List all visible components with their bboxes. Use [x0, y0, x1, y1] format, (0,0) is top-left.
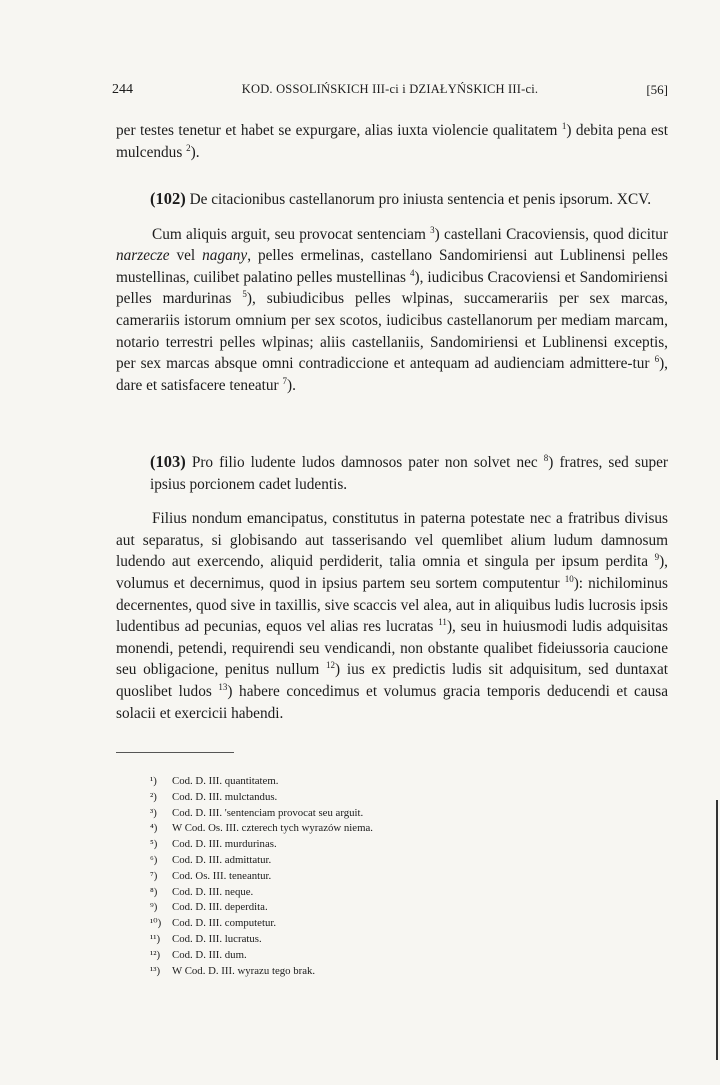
footnote-mark: ¹⁰): [150, 917, 162, 930]
footnote-text: Cod. D. III. 'sentenciam provocat seu arguit.: [172, 806, 364, 819]
section-102-number: (102): [150, 189, 186, 208]
footnote-marker: 10: [564, 573, 574, 584]
footnote-mark: ⁷): [150, 869, 158, 882]
footnote-marker: 11: [438, 617, 447, 628]
scan-edge-mark: [716, 800, 718, 1060]
opening-text: per testes tenetur et habet se expurgare, alias iuxta violencie qualitatem $^1$) debita pena est mulcendus $^2$).: [116, 121, 669, 161]
footnotes-list: [150, 774, 373, 979]
section-102-body: Cum aliquis arguit, seu provocat sentenciam $^3$) castellani Cracoviensis, quod dicitur narzecze vel nagany, pelles ermelinas, castellano Sandomiriensi aut Lublinensi pelles mustellinas, cuilibet palatino pelles mustellinas $^4$), iudicibus Cracoviensi et Sandomiriensi pelles mardurinas $^5$), subiudicibus pelles wlpinas, succamerariis per sex marcas, camerariis istorum omnium per sex scotos, iudicibus castellanorum per mediam marcam, notario terrestri pelles wlpinas; aliis castellaniis, Sandomiriensi et Lublinensi exceptis, per sex marcas absque omni contradiccione et antequam ad audienciam admittere-tur $^6$), dare et satisfacere teneatur $^7$).: [116, 224, 668, 394]
footnote-text: Cod. D. III. neque.: [172, 885, 254, 898]
footnote-entry: [150, 932, 373, 948]
footnote-entry: [150, 900, 373, 916]
footnote-marker: 13: [218, 681, 228, 692]
opening-paragraph: [116, 120, 668, 163]
footnote-mark: ²): [150, 790, 157, 803]
section-103: [116, 451, 668, 724]
footnote-marker: 7: [282, 375, 287, 386]
footnote-separator: [116, 752, 234, 753]
footnote-marker: 1: [561, 121, 567, 131]
footnote-mark: ¹¹): [150, 932, 161, 945]
footnote-mark: ¹²): [150, 948, 161, 961]
section-102: [116, 188, 668, 396]
footnote-text: Cod. D. III. murdurinas.: [172, 838, 277, 851]
footnote-entry: [150, 806, 373, 822]
section-103-heading: [116, 451, 668, 495]
section-102-title: De citacionibus castellanorum pro iniusta sentencia et penis ipsorum. XCV.: [185, 191, 652, 208]
footnote-mark: ⁶): [150, 853, 158, 866]
section-103-title: Pro filio ludente ludos damnosos pater non solvet nec $^8$) fratres, sed super ipsius porcionem cadet ludentis.: [150, 453, 668, 493]
footnote-text: W Cod. Os. III. czterech tych wyrazów niema.: [172, 822, 373, 835]
footnote-entry: [150, 790, 373, 806]
footnote-text: Cod. D. III. computetur.: [172, 917, 277, 930]
footnote-marker: 2: [186, 142, 191, 153]
footnote-entry: [150, 964, 373, 980]
footnote-marker: 3: [430, 224, 435, 235]
footnote-entry: [150, 837, 373, 853]
italic-term: nagany: [202, 247, 248, 265]
footnote-mark: ³): [150, 806, 157, 819]
footnote-entry: [150, 821, 373, 837]
section-reference: [56]: [646, 82, 668, 97]
footnote-marker: 8: [543, 453, 549, 463]
footnote-mark: ⁵): [150, 838, 158, 851]
footnote-text: Cod. Os. III. teneantur.: [172, 869, 272, 882]
footnote-marker: 4: [410, 267, 415, 278]
page-number: 244: [112, 82, 133, 97]
footnote-marker: 6: [654, 354, 660, 365]
footnote-marker: 12: [326, 660, 336, 671]
footnote-mark: ⁸): [150, 885, 158, 898]
running-title: KOD. OSSOLIŃSKICH III-ci i DZIAŁYŃSKICH III-ci.: [241, 82, 539, 96]
section-103-body: Filius nondum emancipatus, constitutus in paterna potestate nec a fratribus divisus aut separatus, si globisando aut tasserisando vel quemlibet alium ludum damnosum ludendo aut exercendo, aliquid perdiderit, talia omnia et singula per ipsum perdita $^9$), volumus et decernimus, quod in ipsius partem seu sortem computentur $^{10}$): nichilominus decernentes, quod sive in taxillis, sive scaccis vel alea, aut in aliquibus ludis lucrosis ipsis ludentibus ad pecunias, equos vel alias res lucratas $^{11}$), seu in huiusmodi ludis adquisitas monendi, petendi, requirendi seu vendicandi, non obstante qualibet fideiussoria caucione seu obligacione, penitus nullum $^{12}$) ius ex predictis ludis sit adquisitum, sed duntaxat quoslibet ludos $^{13}$) habere concedimus et volumus gracia temporis deducendi et causa solacii et exercicii habendi.: [116, 510, 668, 722]
footnote-text: Cod. D. III. admittatur.: [172, 853, 272, 866]
footnote-text: Cod. D. III. deperdita.: [172, 901, 268, 914]
page-header: [112, 82, 668, 102]
footnote-entry: [150, 916, 373, 932]
section-102-heading: [116, 188, 668, 211]
footnote-marker: 5: [242, 289, 247, 300]
italic-term: narzecze: [116, 247, 170, 265]
footnote-entry: [150, 869, 373, 885]
footnote-marker: 9: [654, 552, 660, 563]
footnote-entry: [150, 853, 373, 869]
footnote-entry: [150, 948, 373, 964]
footnote-mark: ¹): [150, 775, 157, 787]
footnote-text: W Cod. D. III. wyrazu tego brak.: [172, 964, 316, 977]
footnote-text: Cod. D. III. mulctandus.: [172, 790, 278, 803]
footnote-mark: ⁴): [150, 822, 158, 835]
footnote-entry: [150, 885, 373, 901]
footnote-text: Cod. D. III. lucratus.: [172, 932, 262, 945]
section-103-number: (103): [150, 452, 186, 471]
footnote-entry: [150, 774, 373, 790]
footnote-mark: ⁹): [150, 901, 158, 914]
footnote-text: Cod. D. III. quantitatem.: [172, 775, 279, 787]
footnote-text: Cod. D. III. dum.: [172, 948, 247, 961]
footnote-mark: ¹³): [150, 964, 161, 977]
